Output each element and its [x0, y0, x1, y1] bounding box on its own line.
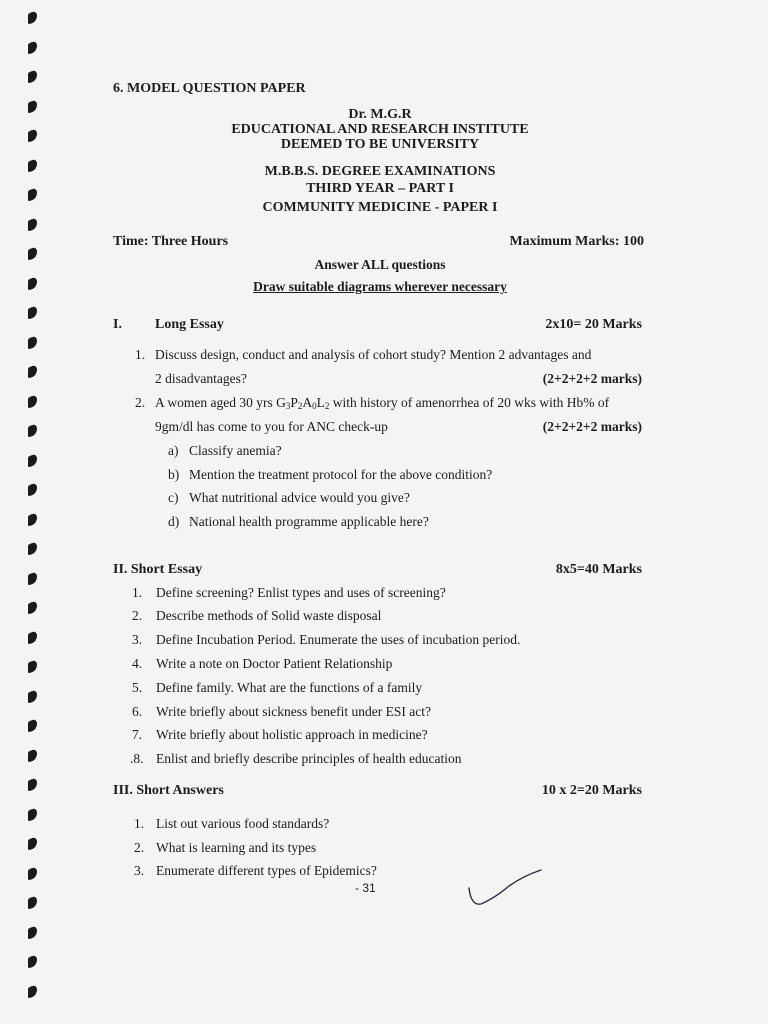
section-2-title: II. Short Essay — [113, 562, 203, 577]
s2-item-8-number: .8. — [130, 751, 144, 766]
paper-heading: 6. MODEL QUESTION PAPER — [113, 81, 306, 96]
s2-item-2-number: 2. — [132, 608, 143, 623]
q1-line-1: Discuss design, conduct and analysis of cohort study? Mention 2 advantages and — [155, 347, 592, 362]
s2-item-1-text: Define screening? Enlist types and uses of screening? — [156, 585, 446, 600]
section-1-numeral: I. — [113, 317, 122, 332]
s2-item-3-number: 3. — [132, 632, 143, 647]
s2-item-6-text: Write briefly about sickness benefit under ESI act? — [156, 704, 431, 719]
s2-item-2-text: Describe methods of Solid waste disposal — [156, 608, 382, 623]
section-3-title: III. Short Answers — [113, 783, 224, 798]
s2-item-7-number: 7. — [132, 727, 143, 742]
s3-item-1-number: 1. — [134, 816, 145, 831]
s2-item-5-text: Define family. What are the functions of a family — [156, 680, 423, 695]
instruction-answer-all: Answer ALL questions — [314, 257, 446, 272]
q2-sub-c-text: What nutritional advice would you give? — [189, 490, 410, 505]
s2-item-4-number: 4. — [132, 656, 143, 671]
s2-item-3-text: Define Incubation Period. Enumerate the uses of incubation period. — [156, 632, 521, 647]
s2-item-1-number: 1. — [132, 585, 143, 600]
time-label: Time: Three Hours — [113, 234, 229, 249]
s3-item-2-text: What is learning and its types — [156, 840, 317, 855]
q1-line-2: 2 disadvantages? — [155, 371, 247, 386]
q2-sub-a-label: a) — [168, 443, 179, 458]
exam-line-3: COMMUNITY MEDICINE - PAPER I — [262, 200, 498, 215]
section-1-title: Long Essay — [155, 317, 224, 332]
q2-line-1: A women aged 30 yrs $G_3P_2A_0L_2$ with history of amenorrhea of 20 wks with Hb% of — [155, 395, 610, 411]
q1-marks: (2+2+2+2 marks) — [542, 371, 642, 386]
q2-number: 2. — [135, 395, 146, 410]
s2-item-4-text: Write a note on Doctor Patient Relationship — [156, 656, 393, 671]
s3-item-3-text: Enumerate different types of Epidemics? — [156, 863, 377, 878]
instruction-diagrams: Draw suitable diagrams wherever necessary — [253, 279, 507, 294]
q2-line-2: 9gm/dl has come to you for ANC check-up — [155, 419, 388, 434]
s2-item-8-text: Enlist and briefly describe principles of health education — [156, 751, 462, 766]
institution-line-3: DEEMED TO BE UNIVERSITY — [280, 137, 480, 152]
section-2-marks: 8x5=40 Marks — [555, 562, 642, 577]
q2-marks: (2+2+2+2 marks) — [542, 419, 642, 434]
q1-number: 1. — [135, 347, 146, 362]
s3-item-3-number: 3. — [134, 863, 145, 878]
s2-item-6-number: 6. — [132, 704, 143, 719]
q2-sub-b-label: b) — [168, 467, 180, 482]
s3-item-2-number: 2. — [134, 840, 145, 855]
s2-item-7-text: Write briefly about holistic approach in medicine? — [156, 727, 428, 742]
institution-line-1: Dr. M.G.R — [348, 107, 412, 122]
q2-sub-c-label: c) — [168, 490, 179, 505]
page-number: - 31 — [355, 881, 376, 895]
max-marks-label: Maximum Marks: 100 — [509, 234, 644, 249]
q2-sub-d-text: National health programme applicable here? — [189, 514, 429, 529]
handwritten-tick-mark — [465, 868, 545, 908]
s3-item-1-text: List out various food standards? — [156, 816, 330, 831]
exam-line-1: M.B.B.S. DEGREE EXAMINATIONS — [264, 164, 496, 179]
s2-item-5-number: 5. — [132, 680, 143, 695]
q2-sub-d-label: d) — [168, 514, 180, 529]
institution-line-2: EDUCATIONAL AND RESEARCH INSTITUTE — [231, 122, 529, 137]
section-3-marks: 10 x 2=20 Marks — [541, 783, 642, 798]
exam-line-2: THIRD YEAR – PART I — [306, 181, 454, 196]
q2-sub-a-text: Classify anemia? — [189, 443, 282, 458]
section-1-marks: 2x10= 20 Marks — [545, 317, 642, 332]
q2-sub-b-text: Mention the treatment protocol for the above condition? — [189, 467, 493, 482]
